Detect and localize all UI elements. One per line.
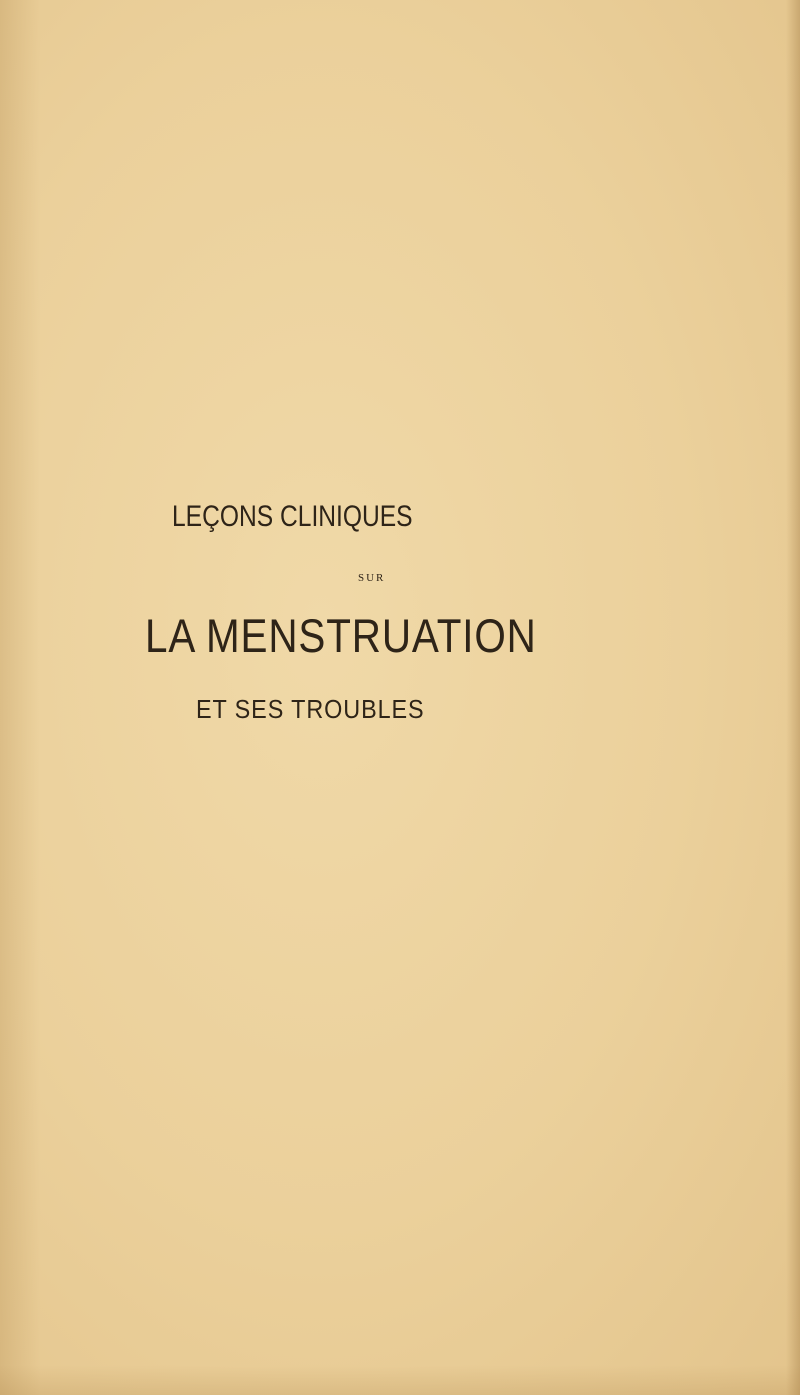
title-line-sur: SUR [358, 572, 386, 584]
page-left-shadow [0, 0, 40, 1395]
title-line-lecons-cliniques: LEÇONS CLINIQUES [172, 500, 413, 533]
main-title: LA MENSTRUATION [145, 609, 537, 662]
page-right-edge [786, 0, 800, 1395]
subtitle: ET SES TROUBLES [196, 694, 425, 724]
page-bottom-edge [0, 1365, 800, 1395]
